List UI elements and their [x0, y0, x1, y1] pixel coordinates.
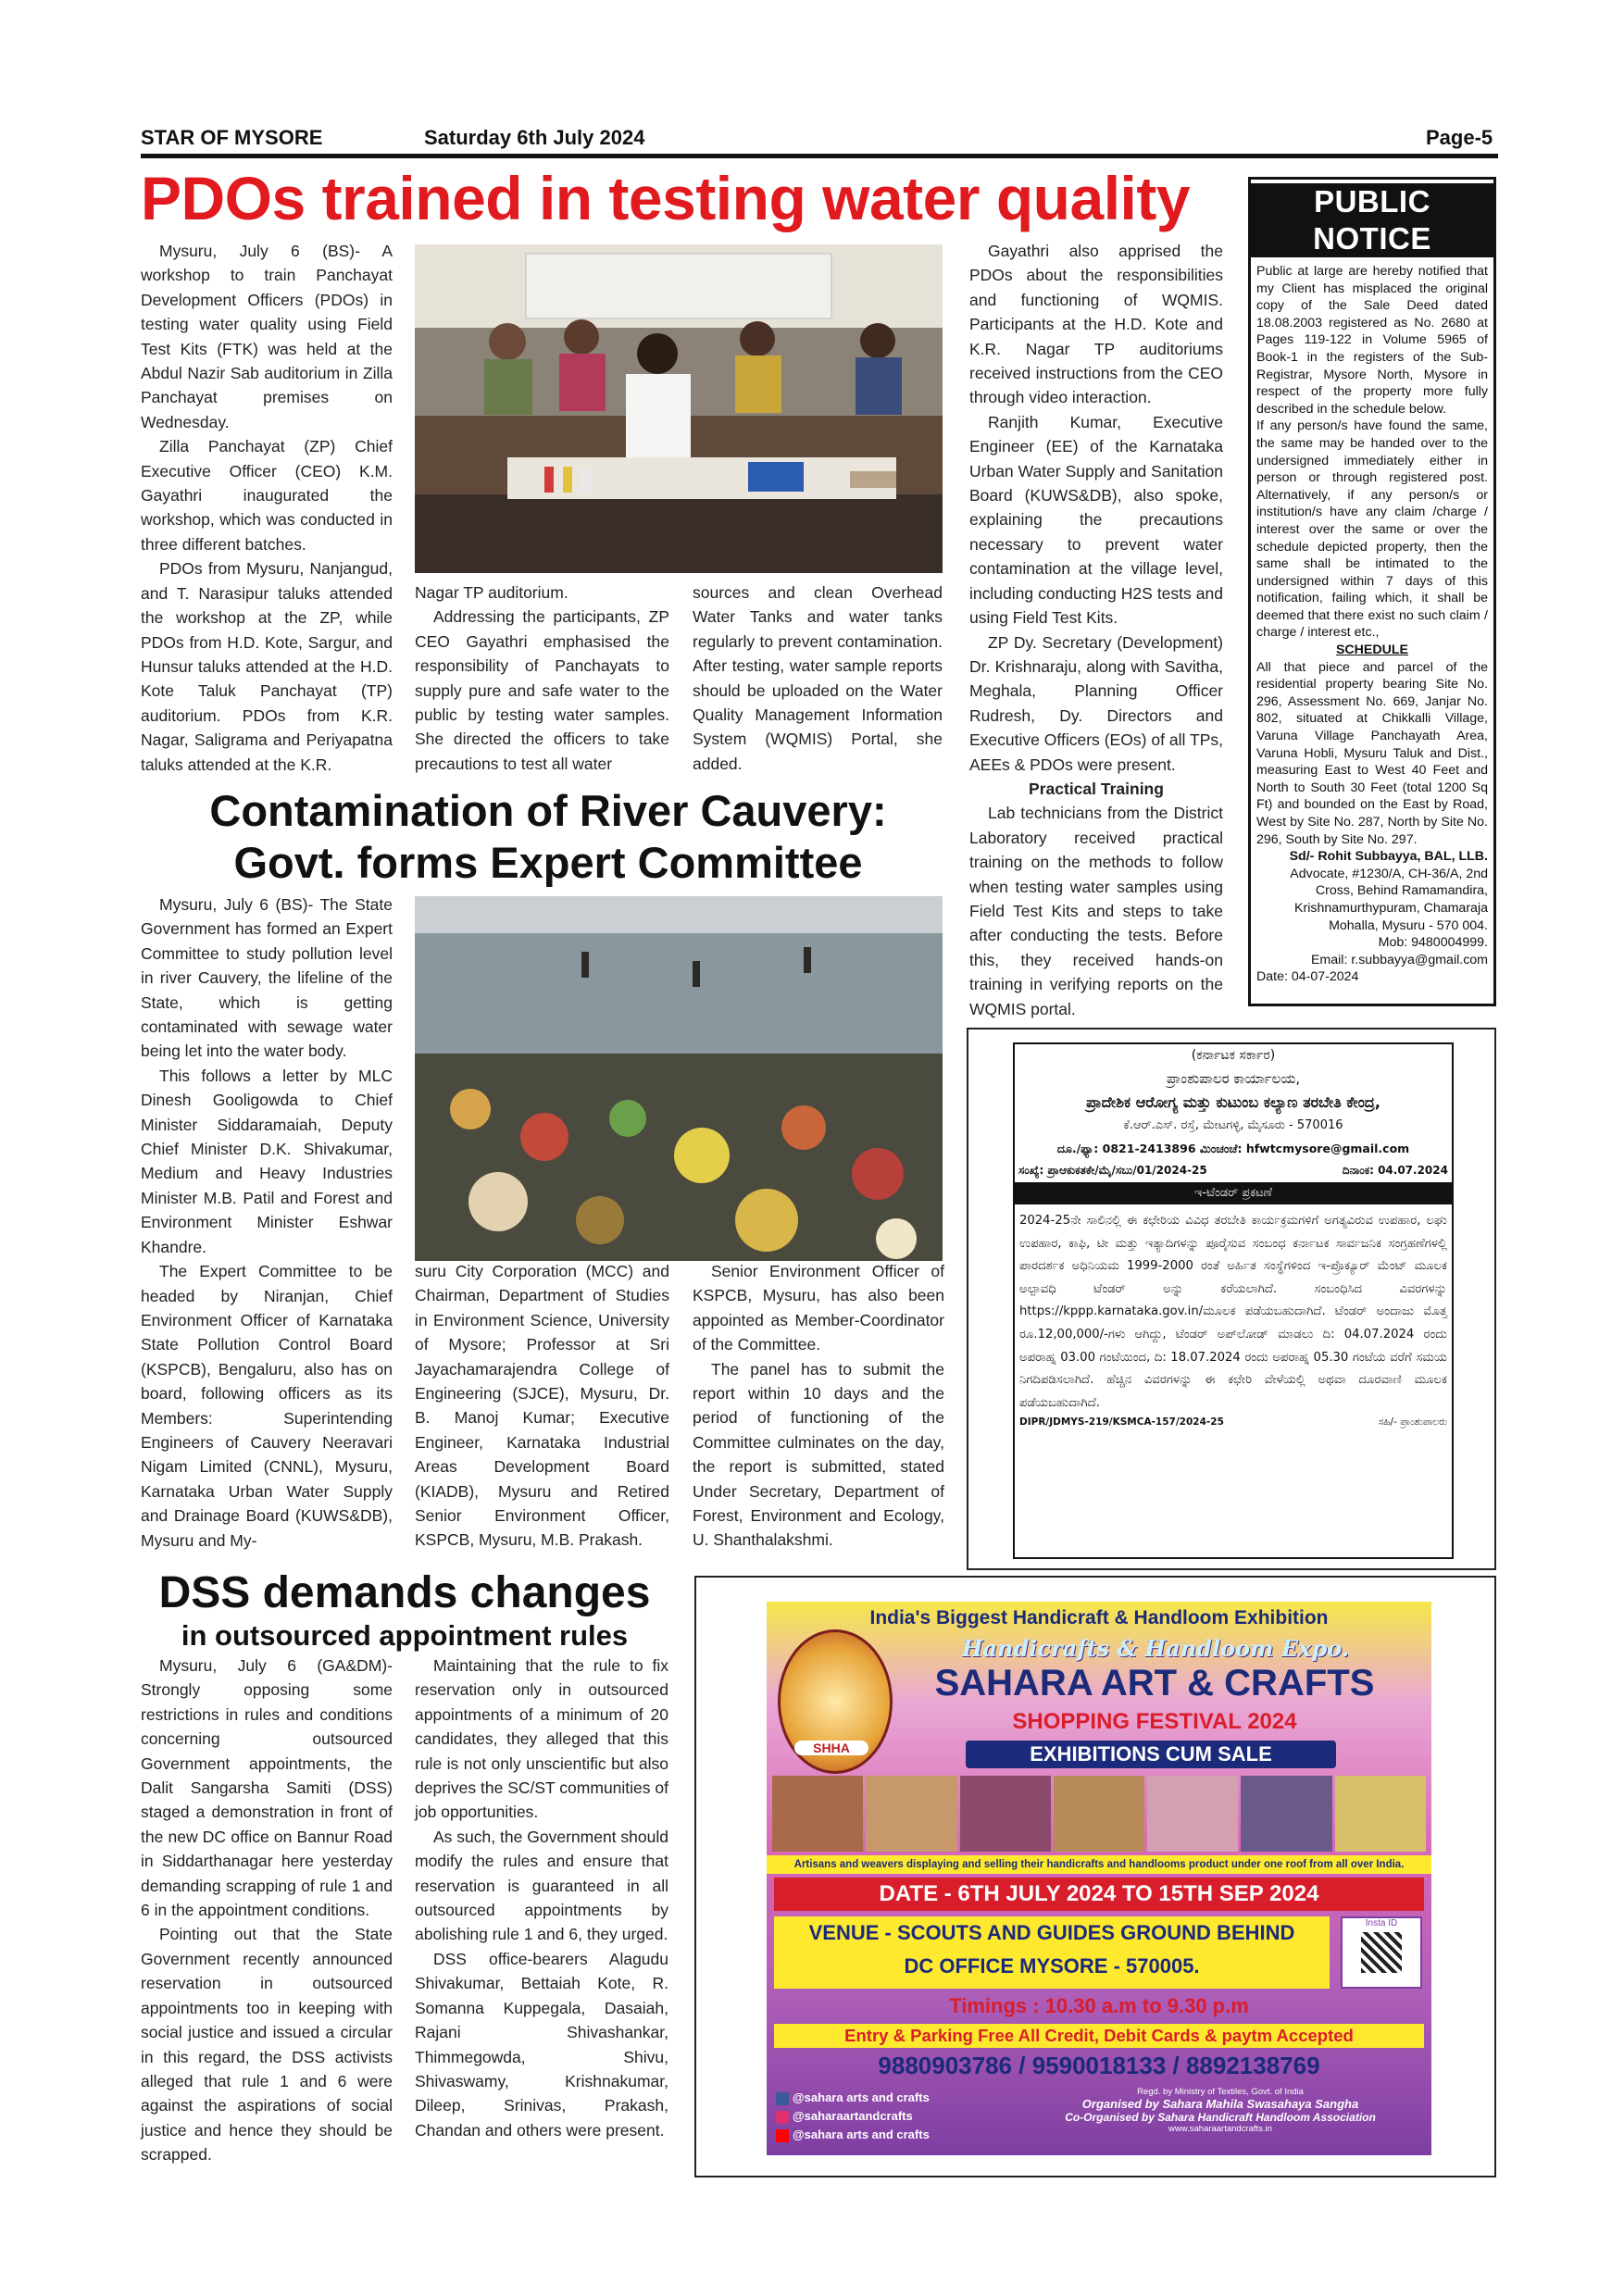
article1-para: Ranjith Kumar, Executive Engineer (EE) of the Karnataka Urban Water Supply and Sanitation Board (KUWS&DB), also spoke, explaining the precautions necessary to prevent water contamination at the village level, including conducting H2S tests and using Field Test Kits.	[969, 412, 1223, 628]
article1-para: Mysuru, July 6 (BS)- A workshop to train Panchayat Development Officers (PDOs) in testing water quality using Field Test Kits (FTK) was held at the Abdul Nazir Sab auditorium in Zilla Panchayat premises on Wednesday.	[141, 242, 393, 431]
tender-date: ದಿನಾಂಕ: 04.07.2024	[1342, 1164, 1448, 1177]
article1-headline: PDOs trained in testing water quality	[141, 164, 1191, 232]
article1-para: Addressing the participants, ZP CEO Gayathri emphasised the responsibility of Panchayats to supply pure and safe water to the public by testing water samples. She directed the officers to take precautions to test all water	[415, 607, 669, 773]
ad-photo	[960, 1776, 1051, 1852]
ad-ig-handle: @saharaartandcrafts	[793, 2109, 913, 2123]
article2-para: Mysuru, July 6 (BS)- The State Government has formed an Expert Committee to study pollution level in river Cauvery, the lifeline of the State, which is getting contaminated with sewage water being let into the water body.	[141, 895, 393, 1061]
article3-headline-line1: DSS demands changes	[158, 1568, 651, 1617]
article1-para: PDOs from Mysuru, Nanjangud, and T. Narasipur taluks attended the workshop at the ZP, while PDOs from H.D. Kote, Sargur, and Hunsur taluks attended at the H.D. Kote Taluk Panchayat (TP) auditorium. PDOs from K.R. Nagar, Saligrama and Periyapatna taluks attended at the K.R.	[141, 559, 393, 774]
tender-sign: ಸಹಿ/- ಪ್ರಾಂಶುಪಾಲರು	[1378, 1416, 1447, 1429]
article1-col2	[415, 580, 669, 776]
article2-para: This follows a letter by MLC Dinesh Gooligowda to Chief Minister Siddaramaiah, Deputy Chief Minister D.K. Shivakumar, Medium and Heavy Industries Minister M.B. Patil and Forest and Environment Minister Eshwar Khandre.	[141, 1066, 393, 1256]
article3-headline-line2: in outsourced appointment rules	[181, 1619, 629, 1652]
tender-line: ಪ್ರಾದೇಶಿಕ ಆರೋಗ್ಯ ಮತ್ತು ಕುಟುಂಬ ಕಲ್ಯಾಣ ತರಬೇತಿ ಕೇಂದ್ರ,	[1086, 1093, 1380, 1111]
article1-para: Zilla Panchayat (ZP) Chief Executive Officer (CEO) K.M. Gayathri inaugurated the workshop, which was conducted in three different batches.	[141, 437, 393, 554]
article3-headline	[141, 1568, 668, 1653]
tender-line: ಕೆ.ಆರ್.ಎಸ್. ರಸ್ತೆ, ಮೇಟಗಳ್ಳಿ, ಮೈಸೂರು - 570016	[1123, 1118, 1343, 1132]
youtube-icon-row[interactable]	[776, 2126, 1007, 2144]
tender-line: ಪ್ರಾಂಶುಪಾಲರ ಕಾರ್ಯಾಲಯ,	[1166, 1070, 1301, 1087]
article1-para: Lab technicians from the District Laboratory received practical training on the methods to follow when testing water samples using Field Test Kits and steps to take after conducting the tests. Before this, they received hands-on training in verifying reports on the WQMIS portal.	[969, 804, 1223, 1018]
ad-venue-line2: DC OFFICE MYSORE - 570005.	[904, 1954, 1200, 1978]
article1-para: ZP Dy. Secretary (Development) Dr. Krishnaraju, along with Savitha, Meghala, Planning Officer Rudresh, Dy. Directors and Executive Officers (EOs) of all TPs, AEEs & PDOs were present.	[969, 632, 1223, 774]
tender-ref: DIPR/JDMYS-219/KSMCA-157/2024-25	[1019, 1416, 1224, 1429]
ad-organisers	[1017, 2087, 1424, 2134]
ad-festival: SHOPPING FESTIVAL 2024	[1012, 1709, 1297, 1734]
article3-col1	[141, 1653, 393, 2167]
tender-line: (ಕರ್ನಾಟಕ ಸರ್ಕಾರ)	[1191, 1048, 1276, 1063]
article1-subhead: Practical Training	[1029, 779, 1164, 798]
notice-mob: Mob: 9480004999.	[1378, 935, 1488, 951]
article2-headline-line1: Contamination of River Cauvery:	[209, 786, 887, 835]
ad-insta-label: Insta ID	[1365, 1918, 1398, 1928]
article1-para: sources and clean Overhead Water Tanks and water tanks regularly to prevent contamination. After testing, water sample reports should be uploaded on the Water Quality Management Information System (WQMIS) Portal, she added.	[693, 583, 943, 773]
ad-exhibition-bar: EXHIBITIONS CUM SALE	[966, 1741, 1336, 1768]
public-notice-title: PUBLIC NOTICE	[1251, 183, 1493, 257]
tender-notice	[967, 1028, 1496, 1570]
ad-entry: Entry & Parking Free All Credit, Debit Cards & paytm Accepted	[774, 2024, 1424, 2048]
ad-venue-line1: VENUE - SCOUTS AND GUIDES GROUND BEHIND	[808, 1921, 1295, 1944]
article3-col2	[415, 1653, 668, 2142]
article2-col2	[415, 1259, 669, 1553]
ad-social	[776, 2089, 1007, 2144]
ad-org1: Organised by Sahara Mahila Swasahaya Sangha	[1081, 2097, 1359, 2111]
article1-col3	[693, 580, 943, 776]
ad-artisans-strip: Artisans and weavers displaying and selling their handicrafts and handlooms product under one roof from all over India.	[767, 1855, 1431, 1874]
article2-para: suru City Corporation (MCC) and Chairman, Department of Studies in Environment Science, University of Mysore; Professor at Sri Jayachamarajendra College of Engineering (SJCE), Mysuru, Dr. B. Manoj Kumar; Executive Engineer, Karnataka Industrial Areas Development Board (KIADB), Mysuru and Retired Senior Environment Officer, KSPCB, Mysuru, M.B. Prakash.	[415, 1262, 669, 1550]
ad-yt-handle: @sahara arts and crafts	[793, 2128, 930, 2141]
instagram-icon	[776, 2111, 789, 2124]
public-notice-body	[1256, 263, 1488, 986]
ad-script-title: Handicrafts & Handloom Expo.	[961, 1635, 1350, 1662]
ad-insta-box[interactable]	[1341, 1916, 1422, 1989]
masthead-paper: STAR OF MYSORE	[141, 126, 323, 149]
notice-email: Email: r.subbayya@gmail.com	[1310, 952, 1488, 967]
masthead-date: Saturday 6th July 2024	[424, 126, 645, 149]
article3-para: Pointing out that the State Government recently announced reservation in outsourced appointments too in keeping with social justice and issued a circular in this regard, the DSS activists alleged that rule 1 and 6 were against the aspirations of social justice and hence they should be scrapped.	[141, 1925, 393, 2165]
tender-line: ದೂ./ಫ್ಯಾ: 0821-2413896 ಮಿಂಚಂಚೆ: hfwtcmysore@gmail.com	[1056, 1142, 1410, 1155]
article3-para: DSS office-bearers Alagudu Shivakumar, Bettaiah Kote, R. Somanna Kuppegala, Dasaiah, Rajani Shivashankar, Thimmegowda, Shivu, Shivaswamy, Krishnakumar, Dileep, Srinivas, Prakash, Chandan and others were present.	[415, 1949, 668, 2140]
article3-para: Mysuru, July 6 (GA&DM)- Strongly opposing some restrictions in rules and conditions concerning outsourced Government appointments, the Dalit Sangarsha Samiti (DSS) staged a demonstration in front of the new DC office on Bannur Road in Siddarthanagar here yesterday demanding scrapping of rule 1 and 6 in the appointment conditions.	[141, 1656, 393, 1920]
ad-photo-strip	[772, 1776, 1426, 1852]
article1-para: Nagar TP auditorium.	[415, 583, 568, 602]
qr-code-icon	[1361, 1932, 1402, 1973]
article2-para: The Expert Committee to be headed by Niranjan, Chief Environment Officer of Karnataka State Pollution Control Board (KSPCB), Bengaluru, also has on board, following officers as its Members: Superintending Engineers of Cauvery Neeravari Nigam Limited (CNNL), Mysuru, Karnataka Urban Water Supply and Drainage Board (KUWS&DB), Mysuru and My-	[141, 1262, 393, 1550]
ad-photo	[1054, 1776, 1144, 1852]
article2-para: Senior Environment Officer of KSPCB, Mysuru, has also been appointed as Member-Coordinator of the Committee.	[693, 1262, 944, 1354]
public-notice	[1248, 177, 1496, 1006]
tender-footer	[1015, 1415, 1452, 1430]
article2-photo	[415, 896, 943, 1261]
facebook-icon-row[interactable]	[776, 2089, 1007, 2107]
article2-headline-line2: Govt. forms Expert Committee	[233, 838, 863, 887]
ad-photo	[866, 1776, 956, 1852]
article1-para: Gayathri also apprised the PDOs about the responsibilities and functioning of WQMIS. Participants at the H.D. Kote and K.R. Nagar TP auditoriums received instructions from the CEO through video interaction.	[969, 242, 1223, 407]
ad-web: www.saharaartandcrafts.in	[1168, 2124, 1272, 2134]
article2-para: The panel has to submit the report within 10 days and the period of functioning of the Committee culminates on the day, the report is submitted, stated Under Secretary, Department of Forest, Environment and Ecology, U. Shanthalakshmi.	[693, 1359, 944, 1550]
tender-ref-row	[1015, 1160, 1452, 1180]
ad-phones: 9880903786 / 9590018133 / 8892138769	[878, 2052, 1320, 2079]
tender-number: ಸಂಖ್ಯೆ: ಪ್ರಾಆಕುಕತಕೇ/ಮೈ/ಸಬು/01/2024-25	[1018, 1164, 1207, 1177]
ad-regd: Regd. by Ministry of Textiles, Govt. of India	[1137, 2087, 1304, 2097]
advertisement[interactable]	[767, 1602, 1431, 2155]
ad-org2: Co-Organised by Sahara Handicraft Handloom Association	[1065, 2111, 1376, 2124]
instagram-icon-row[interactable]	[776, 2107, 1007, 2126]
article3-para: As such, the Government should modify the rules and ensure that reservation is guaranteed in all outsourced appointments by abolishing rule 1 and 6, they urged.	[415, 1827, 668, 1944]
tender-body: 2024-25ನೇ ಸಾಲಿನಲ್ಲಿ ಈ ಕಛೇರಿಯ ವಿವಿಧ ತರಬೇತಿ ಕಾರ್ಯಕ್ರಮಗಳಿಗೆ ಅಗತ್ಯವಿರುವ ಉಪಹಾರ, ಲಘು ಉಪಹಾರ, ಕಾಫಿ, ಟೀ ಮತ್ತು ಇತ್ಯಾದಿಗಳನ್ನು ಪೂರೈಸುವ ಸಂಬಂಧ ಕರ್ನಾಟಕ ಸಾರ್ವಜನಿಕ ಸಂಗ್ರಹಣೆಗಳಲ್ಲಿ ಪಾರದರ್ಶಕ ಅಧಿನಿಯಮ 1999-2000 ರಂತೆ ಅರ್ಹಿತ ಸಂಸ್ಥೆಗಳಿಂದ ಇ-ಪ್ರೊಕ್ಯೂರ್ ಮೆಂಟ್ ಮೂಲಕ ಅಲ್ಪಾವಧಿ ಟೆಂಡರ್ ಅನ್ನು ಕರೆಯಲಾಗಿದೆ. ಸಂಬಂಧಿಸಿದ ವಿವರಗಳನ್ನು https://kppp.karnataka.gov.in/ಮೂಲಕ ಪಡೆಯಬಹುದಾಗಿದೆ. ಟೆಂಡರ್ ಅಂದಾಜು ಮೊತ್ತ ರೂ.12,00,000/-ಗಳು ಆಗಿದ್ದು, ಟೆಂಡರ್ ಅಪ್‌ಲೋಡ್ ಮಾಡಲು ದಿ: 04.07.2024 ರಂದು ಅಪರಾಹ್ನ 03.00 ಗಂಟೆಯಿಂದ, ದಿ: 18.07.2024 ರಂದು ಅಪರಾಹ್ನ 05.30 ಗಂಟೆಯ ವರೆಗೆ ಸಮಯ ನಿಗದಿಪಡಿಸಲಾಗಿದೆ. ಹೆಚ್ಚಿನ ವಿವರಗಳನ್ನು ಈ ಕಛೇರಿ ವೇಳೆಯಲ್ಲಿ ಅಥವಾ ದೂರವಾಣಿ ಮೂಲಕ ಪಡೆಯಬಹುದಾಗಿದೆ.	[1019, 1214, 1447, 1410]
notice-schedule-title: SCHEDULE	[1335, 643, 1409, 658]
article3-para: Maintaining that the rule to fix reservation only in outsourced appointments of a minimum of 20 candidates, they alleged that this rule is not only unscientific but also deprives the SC/ST communities of job opportunities.	[415, 1656, 668, 1822]
article1-photo	[415, 244, 943, 573]
ad-photo	[1241, 1776, 1331, 1852]
ad-top-banner: India's Biggest Handicraft & Handloom Exhibition	[869, 1607, 1329, 1628]
advertisement-frame	[694, 1576, 1496, 2177]
article2-col3	[693, 1259, 944, 1553]
tender-notice-inner	[1013, 1042, 1454, 1559]
shha-logo-label: SHHA	[794, 1741, 868, 1755]
masthead-page: Page-5	[1426, 126, 1493, 149]
notice-date: Date: 04-07-2024	[1256, 969, 1359, 985]
ad-timings: Timings : 10.30 a.m to 9.30 p.m	[949, 1994, 1249, 2017]
notice-para: Public at large are hereby notified that my Client has misplaced the original copy of the Sale Deed dated 18.08.2003 registered as No. 2680 at Pages 119-122 in Volume 5965 of Book-1 in the registers of the Sub-Registrar, Mysore North, Mysore in respect of the property more fully described in the schedule below.	[1256, 264, 1488, 417]
notice-para: If any person/s have found the same, the same may be handed over to the undersigned immediately either in person or through registered post. Alternatively, if any person/s or institution/s have any claim /charge / interest over the same or over the schedule depicted property, then the same shall be intimated to the undersigned within 7 days of this notification, failing which, it shall be deemed that there exist no such claim / charge / interest etc.,	[1256, 418, 1488, 641]
article2-headline	[141, 785, 956, 889]
masthead-rule	[141, 154, 1498, 158]
youtube-icon	[776, 2129, 789, 2142]
notice-address: Advocate, #1230/A, CH-36/A, 2nd Cross, Behind Ramamandira, Krishnamurthypuram, Chamaraja Mohalla, Mysuru - 570 004.	[1290, 866, 1488, 933]
tender-bar: ಇ-ಟೆಂಡರ್ ಪ್ರಕಟಣೆ	[1015, 1182, 1452, 1204]
ad-photo	[1147, 1776, 1238, 1852]
article1-col4	[969, 239, 1223, 1021]
ad-venue	[774, 1916, 1330, 1989]
ad-photo	[1335, 1776, 1426, 1852]
notice-schedule: All that piece and parcel of the residential property bearing Site No. 296, Assessment No. 669, Janjar No. 802, situated at Chikkalli Village, Varuna Village Panchayath Area, Varuna Hobli, Mysuru Taluk and Dist., measuring East to West 40 Feet and North to South 30 Feet (total 1200 Sq Ft) and bounded on the East by Road, West by Site No. 287, North by Site No. 296, South by Site No. 297.	[1256, 659, 1488, 847]
ad-photo	[772, 1776, 863, 1852]
facebook-icon	[776, 2092, 789, 2105]
article1-col1	[141, 239, 393, 777]
article2-col1	[141, 892, 393, 1553]
ad-brand: SAHARA ART & CRAFTS	[934, 1663, 1375, 1703]
ad-fb-handle: @sahara arts and crafts	[793, 2090, 930, 2104]
ad-dates: DATE - 6TH JULY 2024 TO 15TH SEP 2024	[774, 1878, 1424, 1911]
notice-sign: Sd/- Rohit Subbayya, BAL, LLB.	[1289, 849, 1488, 865]
